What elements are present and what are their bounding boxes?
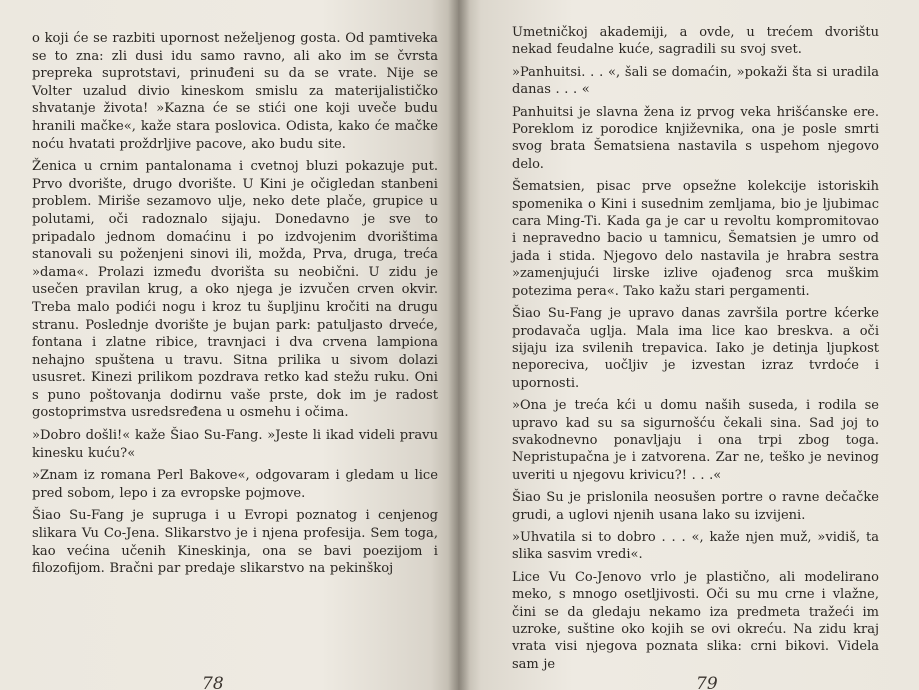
left-paragraph-4: »Znam iz romana Perl Bakove«, odgovaram i gledam u lice pred sobom, lepo i za evropske pojmove. xyxy=(32,468,438,501)
left-paragraph-2: Ženica u crnim pantalonama i cvetnoj bluzi pokazuje put. Prvo dvorište, drugo dvorište. U Kini je očigledan stanbeni problem. Miriše sezamovo ulje, neko dete plače, grupice u polutami, oči radoznalo sijaju. Donedavno je sve to pripadalo jednom domaćinu i po izdvojenim dvorištima stanovali su poženjeni sinovi ili, možda, Prva, druga, treća »dama«. Prolazi između dvorišta su neobični. U zidu je usečen pravilan krug, a oko njega je izvučen crven okvir. Treba malo podići nogu i kroz tu šupljinu kročiti na drugu stranu. Poslednje dvorište je bujan park: patuljasto drveće, fontana i zlatne ribice, travnjaci i dva crvena lampiona nehajno spuštena u travu. Sitna prilika u sivom dolazi ususret. Kinezi prilikom pozdrava retko kad stežu ruku. Oni s puno poštovanja dodirnu vaše prste, dok im je radost gostoprimstva usredsređena u osmehu i očima. xyxy=(32,159,438,421)
right-paragraph-2: »Panhuitsi. . . «, šali se domaćin, »pokaži šta si uradila danas . . . « xyxy=(512,64,879,98)
left-paragraph-1: o koji će se razbiti upornost neželjenog gosta. Od pamtiveka se to zna: zli dusi idu samo ravno, ali ako im se čvrsta prepreka suprotstavi, prinuđeni su da se vrate. Nije se Volter uzalud divio kineskom smislu za materijalističko shvatanje života! »Kazna će se stići one koji uveče budu hranili mačke«, kaže stara poslovica. Odista, kako će mačke noću hvatati proždrljive pacove, ako budu site. xyxy=(32,31,438,152)
page-number-right: 79 xyxy=(696,674,718,690)
left-page xyxy=(0,0,458,690)
right-paragraph-3: Panhuitsi je slavna žena iz prvog veka hrišćanske ere. Poreklom iz porodice književnika, ona je posle smrti svog brata Šematsiena nastavila s uspehom njegovo delo. xyxy=(512,104,879,172)
right-paragraph-7: Šiao Su je prislonila neosušen portre o ravne dečačke grudi, a uglovi njenih usana lako su izvijeni. xyxy=(512,490,879,523)
left-paragraph-3: »Dobro došli!« kaže Šiao Su-Fang. »Jeste li ikad videli pravu kinesku kuću?« xyxy=(32,428,438,461)
right-paragraph-6: »Ona je treća kći u domu naših suseda, i rodila se upravo kad su sa sigurnošću čekali sina. Sad joj to svakodnevno ponavljaju i ona trpi zbog toga. Nepristupačna je i zatvorena. Zar ne, teško je nevinog uveriti u njegovu krivicu?! . . .« xyxy=(512,398,879,483)
book-gutter-shadow xyxy=(448,0,470,690)
right-paragraph-5: Šiao Su-Fang je upravo danas završila portre kćerke prodavača uglja. Mala ima lice kao breskva. a oči sijaju iza svilenih trepavica. Iako je detinja ljupkost neporecivа, uočljiv je izvestan izraz tvrdoće i upornosti. xyxy=(512,306,879,391)
right-paragraph-4: Šematsien, pisac prve opsežne kolekcije istoriskih spomenika o Kini i susednim zemljama, bio je ljubimac cara Ming-Ti. Kada ga je car u revoltu kompromitovao i nepravedno bacio u tamnicu, Šematsien je umro od jada i stida. Njegovo delo nastavila je hrabra sestra »zamenjujući lirske izlive ojađenog srca muškim potezima pera«. Tako kažu stari pergamenti. xyxy=(512,179,879,299)
right-paragraph-8: »Uhvatila si to dobro . . . «, kaže njen muž, »vidiš, ta slika sasvim vredi«. xyxy=(512,529,879,563)
left-page-text xyxy=(32,30,438,578)
left-paragraph-5: Šiao Su-Fang je supruga i u Evropi poznatog i cenjenog slikara Vu Co-Jena. Slikarstvo je i njena profesija. Sem toga, kao većina učenih Kineskinja, ona se bavi poezijom i filozofijom. Bračni par predaje slikarstvo na pekinškoj xyxy=(32,508,438,577)
right-paragraph-1: Umetničkoj akademiji, a ovde, u trećem dvorištu nekad feudalne kuće, sagradili su svoj svet. xyxy=(512,25,879,58)
right-page xyxy=(458,0,919,690)
page-number-left: 78 xyxy=(202,674,224,690)
right-paragraph-9: Lice Vu Co-Jenovo vrlo je plastično, ali modelirano meko, s mnogo osetljivosti. Oči su mu crne i vlažne, čini se da gledaju nekamo iza predmeta tražeći im uzroke, suštine oko kojih se ovi okreću. Na zidu kraj vrata visi njegova poznata slika: crni bikovi. Videla sam je xyxy=(512,569,879,672)
right-page-text xyxy=(512,24,879,673)
